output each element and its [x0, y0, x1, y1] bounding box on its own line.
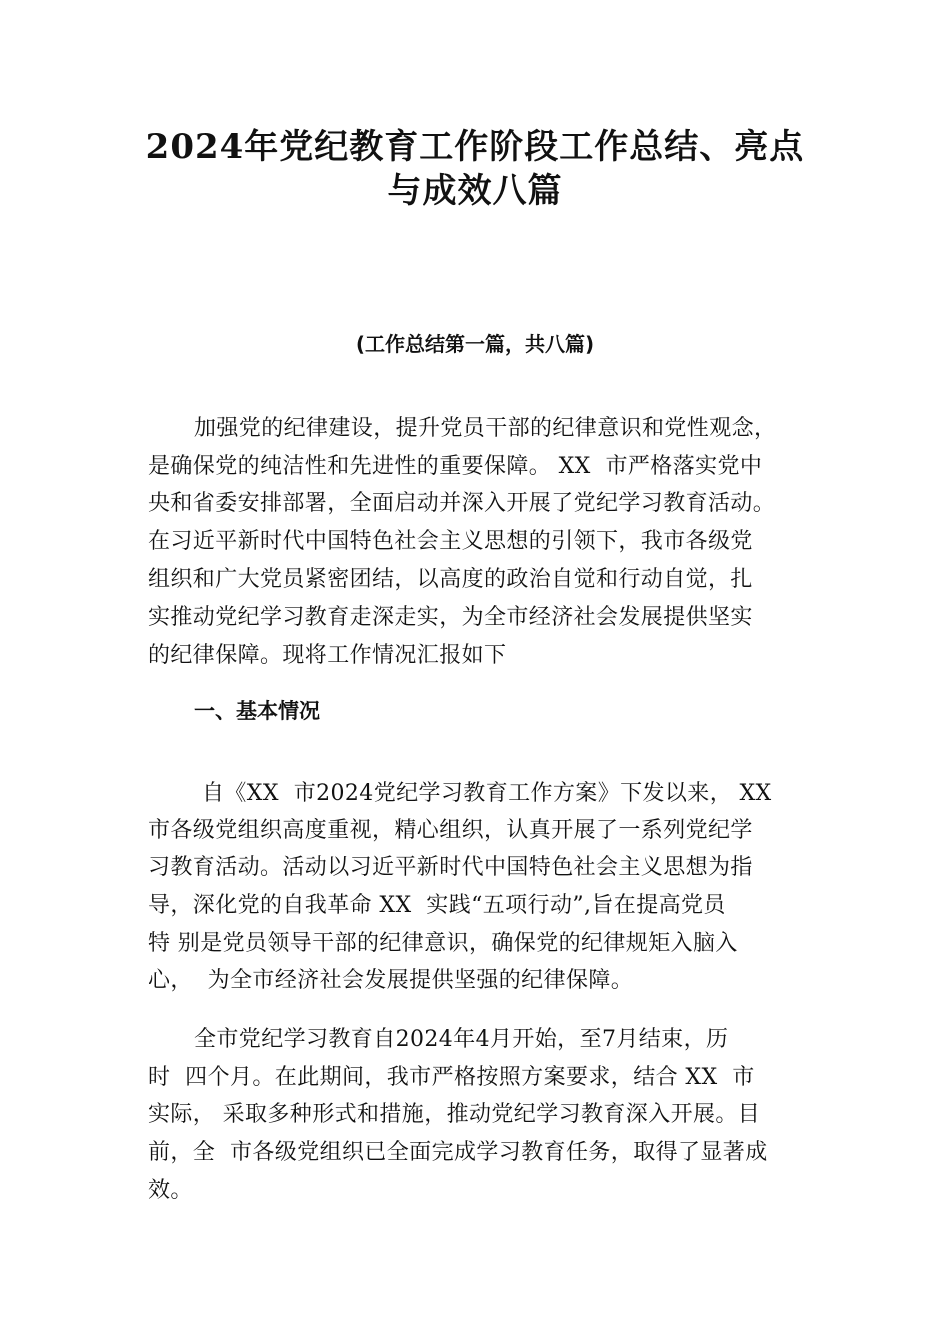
paragraph-line: 全市党纪学习教育自2024年4月开始，至7月结束，历	[194, 1027, 729, 1052]
paragraph-line: 在习近平新时代中国特色社会主义思想的引领下，我市各级党	[148, 529, 753, 554]
paragraph-line: 市各级党组织高度重视，精心组织，认真开展了一系列党纪学	[148, 818, 753, 843]
paragraph-line: 效。	[148, 1178, 193, 1203]
paragraph-line: 的纪律保障。现将工作情况汇报如下	[148, 643, 507, 668]
paragraph-line: 时 四个月。在此期间，我市严格按照方案要求，结合 XX 市	[148, 1065, 755, 1090]
paragraph-line: 组织和广大党员紧密团结，以高度的政治自觉和行动自觉，扎	[148, 567, 753, 592]
paragraph-line: 实际， 采取多种形式和措施，推动党纪学习教育深入开展。目	[148, 1102, 761, 1127]
document-title-line-2: 与成效八篇	[387, 171, 563, 211]
paragraph-line: 心， 为全市经济社会发展提供坚强的纪律保障。	[148, 968, 634, 993]
paragraph-line: 特 别是党员领导干部的纪律意识，确保党的纪律规矩入脑入	[148, 931, 738, 956]
document-title-line-1: 2024年党纪教育工作阶段工作总结、亮点	[145, 127, 805, 167]
paragraph-line: 习教育活动。活动以习近平新时代中国特色社会主义思想为指	[148, 855, 753, 880]
document-subtitle: (工作总结第一篇，共八篇)	[355, 332, 595, 356]
paragraph-line: 前，全 市各级党组织已全面完成学习教育任务，取得了显著成	[148, 1140, 768, 1165]
paragraph-line: 加强党的纪律建设，提升党员干部的纪律意识和党性观念，	[194, 416, 777, 441]
section-heading: 一、基本情况	[194, 699, 320, 723]
paragraph-line: 自《XX 市2024党纪学习教育工作方案》下发以来， XX	[202, 781, 772, 806]
paragraph-line: 实推动党纪学习教育走深走实，为全市经济社会发展提供坚实	[148, 605, 753, 630]
paragraph-line: 导，深化党的自我革命 XX 实践“五项行动”,旨在提高党员	[148, 893, 726, 918]
paragraph-line: 央和省委安排部署，全面启动并深入开展了党纪学习教育活动。	[148, 491, 776, 516]
paragraph-line: 是确保党的纯洁性和先进性的重要保障。 XX 市严格落实党中	[148, 454, 763, 479]
